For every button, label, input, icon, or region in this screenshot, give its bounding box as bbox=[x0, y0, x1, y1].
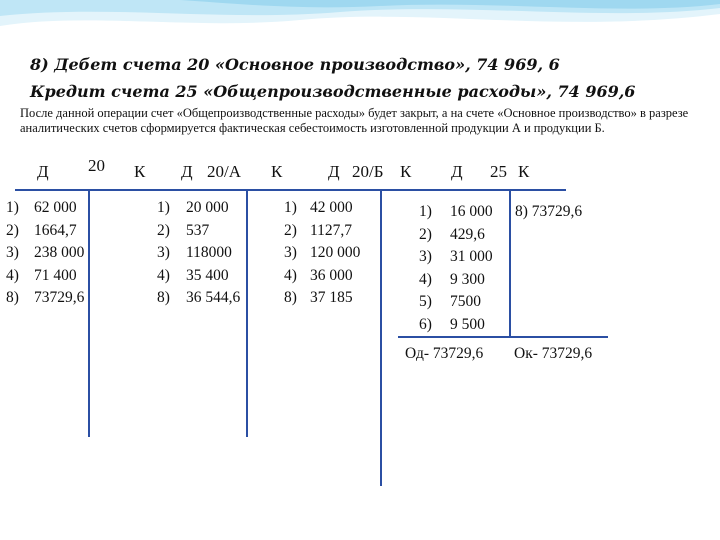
entry-number: 8) bbox=[157, 289, 170, 306]
account-25-credit-label: К bbox=[518, 162, 530, 181]
account-20b-title: 20/Б bbox=[352, 162, 384, 181]
entry-number: 1) bbox=[419, 203, 432, 220]
entry-number: 4) bbox=[6, 266, 19, 284]
entry-number: 1) bbox=[6, 199, 19, 216]
account-20a-horizontal-rule bbox=[158, 189, 310, 191]
account-25-turnover-rule bbox=[398, 336, 608, 338]
entry-credit-heading: Кредит счета 25 «Общепроизводственные расходы», 74 969,6 bbox=[30, 82, 636, 101]
entry-number: 8) bbox=[284, 289, 297, 306]
entry-value: 20 000 bbox=[186, 199, 229, 216]
entry-number: 2) bbox=[157, 221, 170, 239]
entry-number: 2) bbox=[6, 221, 19, 239]
entry-number: 4) bbox=[284, 266, 297, 284]
entry-number: 2) bbox=[419, 225, 432, 243]
account-25-credit-entry: 8) 73729,6 bbox=[515, 203, 583, 220]
account-20-debit-label: Д bbox=[37, 162, 49, 181]
entry-value: 36 000 bbox=[310, 266, 353, 284]
account-20b-credit-label: К bbox=[400, 162, 412, 181]
entry-value: 31 000 bbox=[450, 248, 493, 265]
entry-value: 36 544,6 bbox=[186, 289, 241, 306]
entry-number: 4) bbox=[157, 266, 170, 284]
account-25-vertical-rule bbox=[509, 189, 511, 337]
entry-number: 3) bbox=[284, 244, 297, 261]
entry-value: 73729,6 bbox=[34, 289, 85, 306]
account-20a-credit-label: К bbox=[271, 162, 283, 181]
entry-number: 3) bbox=[6, 244, 19, 261]
entry-value: 42 000 bbox=[310, 199, 353, 216]
account-20b-debit-label: Д bbox=[328, 162, 340, 181]
account-20a-entry-numbers bbox=[157, 197, 170, 310]
entry-value: 1127,7 bbox=[310, 221, 353, 239]
account-20a-vertical-rule bbox=[246, 189, 248, 437]
entry-value: 1664,7 bbox=[34, 221, 77, 239]
account-20b-entry-values bbox=[310, 197, 360, 310]
entry-number: 2) bbox=[284, 221, 297, 239]
account-20-entry-numbers bbox=[6, 197, 19, 310]
entry-number: 8) bbox=[6, 289, 19, 306]
account-20-entry-values bbox=[34, 197, 84, 310]
entry-value: 35 400 bbox=[186, 266, 229, 284]
account-20b-vertical-rule bbox=[380, 189, 382, 486]
entry-value: 9 300 bbox=[450, 270, 485, 288]
entry-number: 4) bbox=[419, 270, 432, 288]
account-25-debit-label: Д bbox=[451, 162, 463, 181]
entry-number: 3) bbox=[419, 248, 432, 265]
account-20-title: 20 bbox=[88, 156, 105, 175]
entry-number: 1) bbox=[284, 199, 297, 216]
entry-number: 3) bbox=[157, 244, 170, 261]
operation-note bbox=[20, 106, 695, 136]
account-20-vertical-rule bbox=[88, 189, 90, 437]
entry-value: 537 bbox=[186, 221, 210, 239]
entry-number: 6) bbox=[419, 315, 432, 333]
operation-note-text: После данной операции счет «Общепроизводственные расходы» будет закрыт, а на счете «Основное производство» в разрезе аналитических счетов сформируется фактическая себестоимость изготовленной продукции А и продукции Б. bbox=[20, 106, 689, 135]
entry-value: 118000 bbox=[186, 244, 232, 261]
entry-value: 16 000 bbox=[450, 203, 493, 220]
account-20-horizontal-rule bbox=[15, 189, 172, 191]
entry-value: 71 400 bbox=[34, 266, 77, 284]
entry-value: 7500 bbox=[450, 293, 481, 310]
account-25-credit-turnover: Ок- 73729,6 bbox=[514, 345, 593, 362]
account-20a-entry-values bbox=[186, 197, 240, 310]
account-25-entry-numbers bbox=[419, 201, 432, 336]
entry-number: 1) bbox=[157, 199, 170, 216]
entry-value: 238 000 bbox=[34, 244, 85, 261]
entry-number: 5) bbox=[419, 293, 432, 310]
account-20b-horizontal-rule bbox=[293, 189, 433, 191]
entry-debit-heading: 8) Дебет счета 20 «Основное производство», 74 969, 6 bbox=[30, 55, 560, 74]
account-20-credit-label: К bbox=[134, 162, 146, 181]
account-20b-entry-numbers bbox=[284, 197, 297, 310]
account-20a-title: 20/А bbox=[207, 162, 241, 181]
entry-value: 9 500 bbox=[450, 315, 485, 333]
entry-value: 429,6 bbox=[450, 225, 485, 243]
account-25-title: 25 bbox=[490, 162, 507, 181]
entry-value: 37 185 bbox=[310, 289, 353, 306]
account-25-horizontal-rule bbox=[428, 189, 566, 191]
account-25-debit-turnover: Од- 73729,6 bbox=[405, 345, 484, 362]
account-25-entry-values bbox=[450, 201, 493, 336]
account-20a-debit-label: Д bbox=[181, 162, 193, 181]
entry-value: 120 000 bbox=[310, 244, 361, 261]
entry-value: 62 000 bbox=[34, 199, 77, 216]
